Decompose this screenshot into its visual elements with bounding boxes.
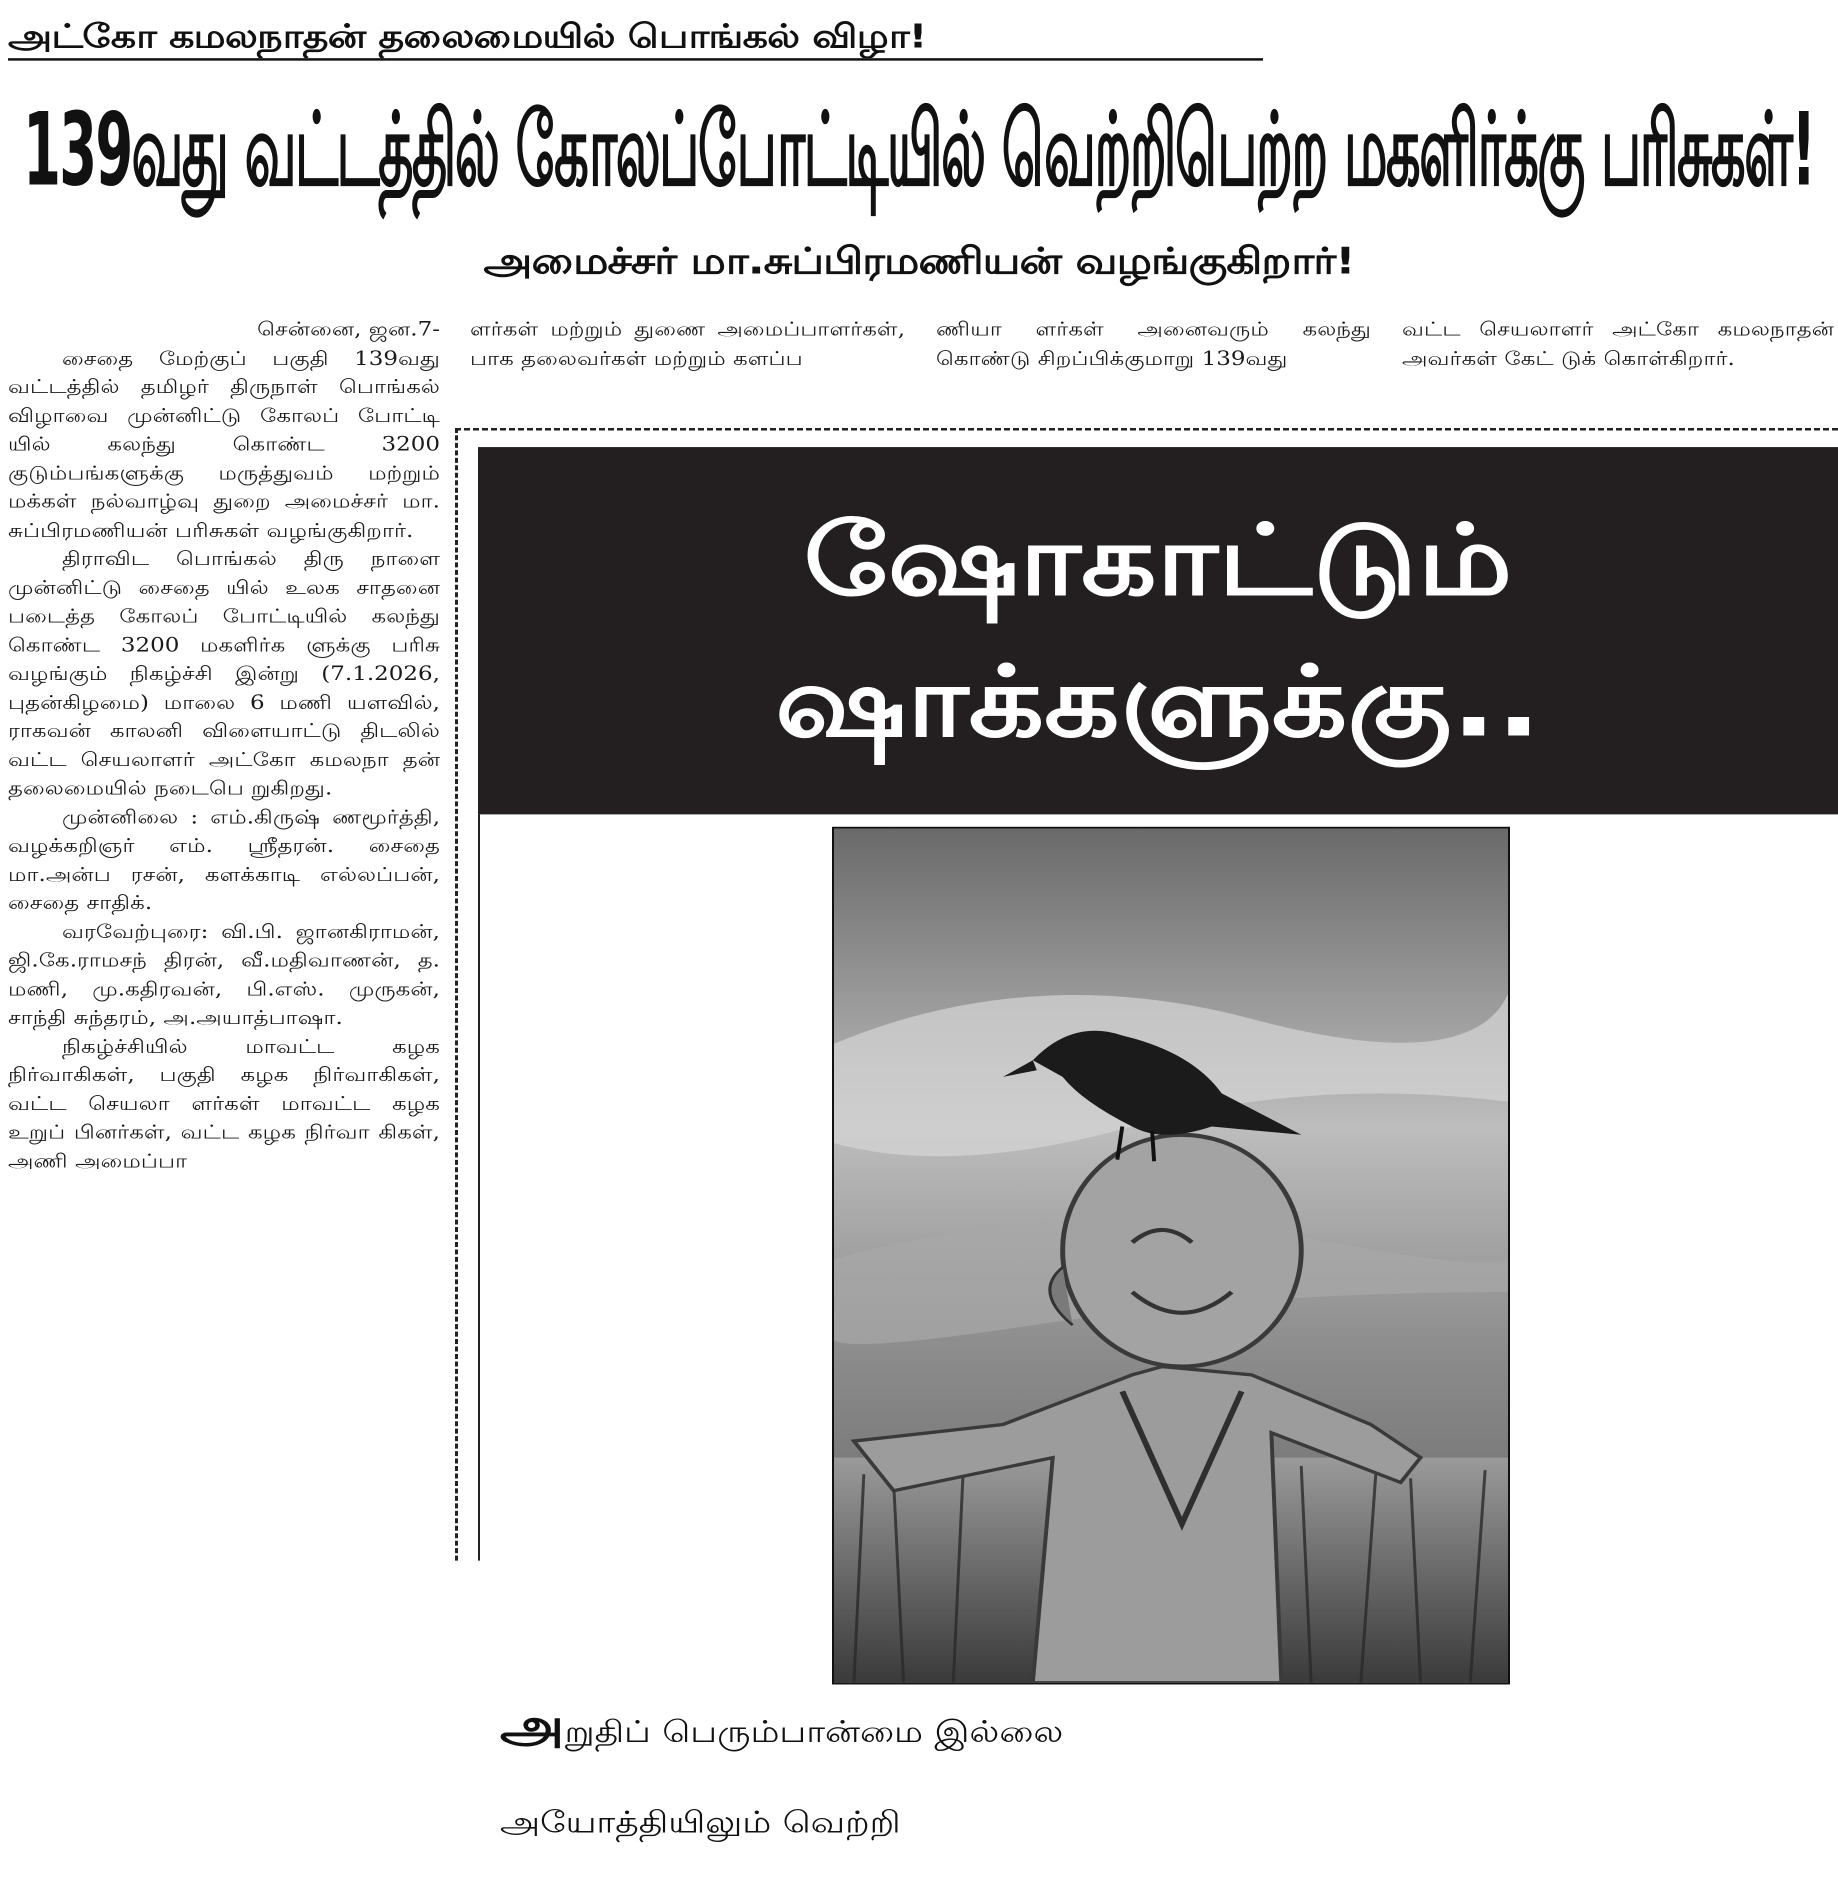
article-paragraph: வட்ட செயலாளர் அட்கோ கமலநாதன் அவர்கள் கேட் டுக் கொள்கிறார். [1402, 319, 1834, 370]
article-column-2 [470, 316, 905, 373]
drop-initial: அ [500, 1696, 565, 1754]
article-paragraph: நிகழ்ச்சியில் மாவட்ட கழக நிர்வாகிகள், பகுதி கழக நிர்வாகிகள், வட்ட செயலா ளர்கள் மாவட்ட கழக உறுப் பினர்கள், வட்ட கழக நிர்வா கிகள், அணி அமைப்பா [8, 1035, 440, 1173]
scarecrow-photo [832, 827, 1510, 1685]
box-text-line-2: அயோத்தியிலும் வெற்றி [500, 1805, 901, 1840]
box-banner [478, 447, 1838, 814]
article-column-4 [1402, 316, 1834, 373]
article-column-3 [936, 316, 1371, 373]
article-paragraph: ளர்கள் மற்றும் துணை அமைப்பாளர்கள், பாக தலைவர்கள் மற்றும் களப்ப [470, 319, 905, 370]
kicker-headline: அட்கோ கமலநாதன் தலைமையில் பொங்கல் விழா! [8, 15, 1263, 61]
sub-headline: அமைச்சர் மா.சுப்பிரமணியன் வழங்குகிறார்! [483, 240, 1355, 283]
main-headline [0, 85, 1838, 218]
scarecrow-crow-image [834, 829, 1508, 1683]
banner-line-2: ஷாக்களுக்கு.. [774, 644, 1542, 759]
line1-text: றுதிப் பெரும்பான்மை இல்லை [564, 1715, 1064, 1750]
article-paragraph: வரவேற்புரை: வி.பி. ஜானகிராமன், ஜி.கே.ராமசந் திரன், வீ.மதிவாணன், த. மணி, மு.கதிரவன், பி.எஸ். முருகன், சாந்தி சுந்தரம், அ.அயாத்பாஷா. [8, 921, 440, 1029]
dateline: சென்னை, ஜன.7- [257, 319, 440, 341]
main-headline-text: 139வது வட்டத்தில் கோலப்போட்டியில் வெற்றிபெற்ற மகளிர்க்கு பரிசுகள்! [23, 92, 1815, 210]
article-paragraph: சைதை மேற்குப் பகுதி 139வது வட்டத்தில் தமிழர் திருநாள் பொங்கல் விழாவை முன்னிட்டு கோலப் போட்டி யில் கலந்து கொண்ட 3200 குடும்பங்களுக்கு மருத்துவம் மற்றும் மக்கள் நல்வாழ்வு துறை அமைச்சர் மா. சுப்பிரமணியன் பரிசுகள் வழங்குகிறார். [8, 347, 440, 542]
box-text-line-1 [500, 1696, 1064, 1757]
banner-line-1: ஷோகாட்டும் [803, 502, 1513, 618]
article-paragraph: திராவிட பொங்கல் திரு நாளை முன்னிட்டு சைதை யில் உலக சாதனை படைத்த கோலப் போட்டியில் கலந்து கொண்ட 3200 மகளிர்க ளுக்கு பரிசு வழங்கும் நிகழ்ச்சி இன்று (7.1.2026, புதன்கிழமை) மாலை 6 மணி யளவில், ராகவன் காலனி விளையாட்டு திடலில் வட்ட செயலாளர் அட்கோ கமலநா தன் தலைமையில் நடைபெ றுகிறது. [8, 548, 440, 800]
article-paragraph: முன்னிலை : எம்.கிருஷ் ணமூர்த்தி, வழக்கறிஞர் எம். ஸ்ரீதரன். சைதை மா.அன்ப ரசன், களக்காடி எல்லப்பன், சைதை சாதிக். [8, 806, 440, 915]
article-paragraph: ணியா ளர்கள் அனைவரும் கலந்து கொண்டு சிறப்பிக்குமாறு 139வது [936, 319, 1371, 370]
article-column-1 [8, 316, 440, 1176]
